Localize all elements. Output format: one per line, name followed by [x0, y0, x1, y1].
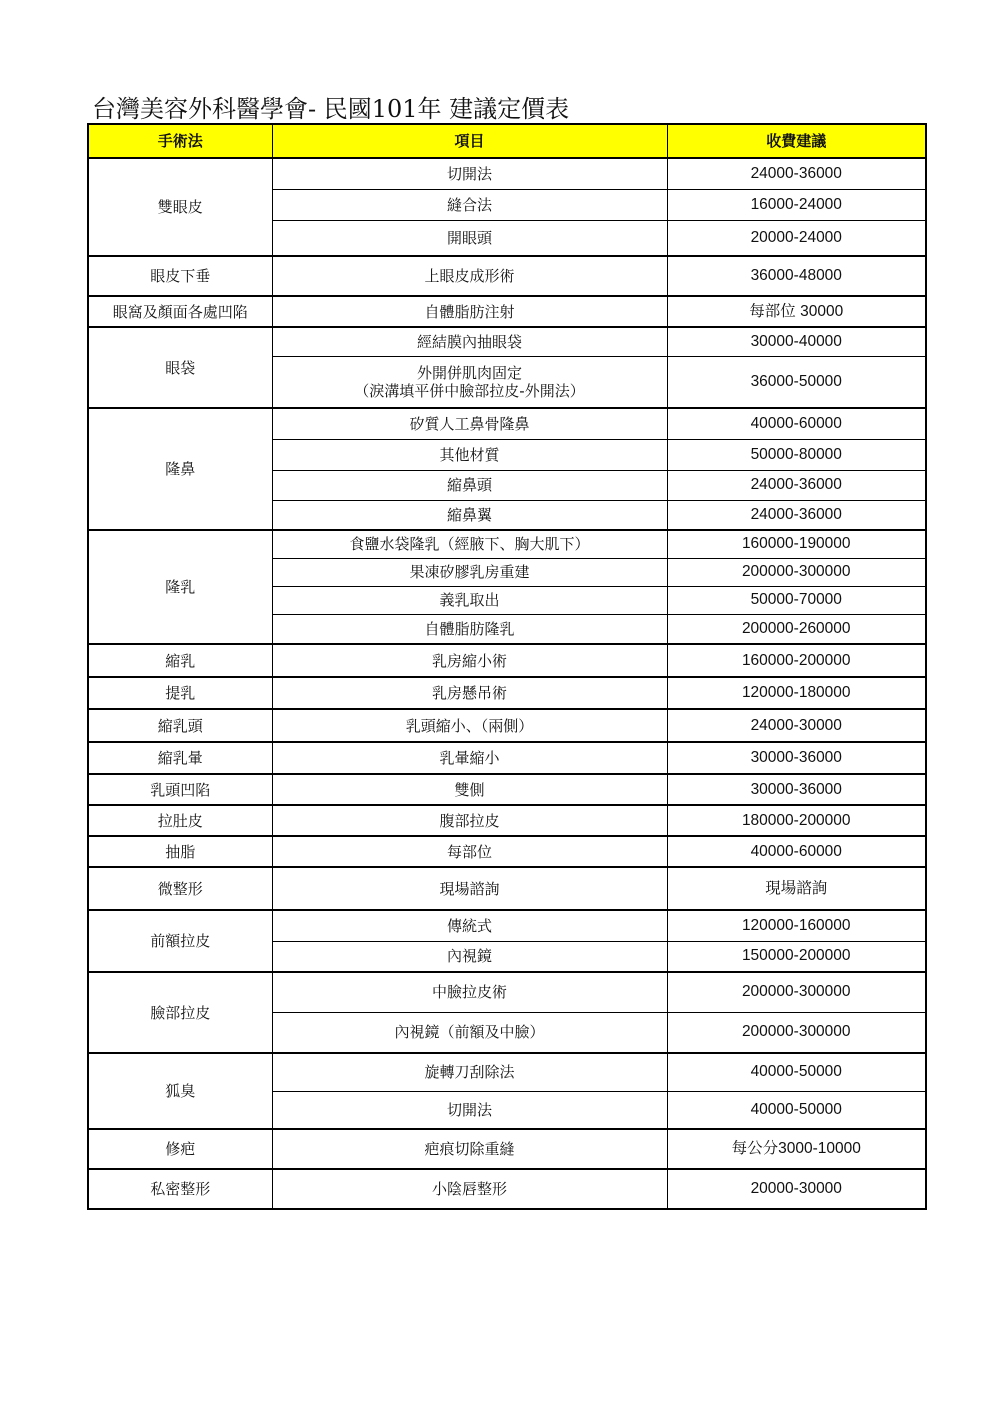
- item-cell: 每部位: [272, 836, 667, 867]
- procedure-cell: 雙眼皮: [88, 158, 272, 256]
- price-cell: 50000-70000: [667, 586, 926, 614]
- price-cell: 20000-30000: [667, 1169, 926, 1209]
- item-cell: 外開併肌肉固定 （淚溝填平併中臉部拉皮-外開法）: [272, 356, 667, 408]
- price-cell: 24000-30000: [667, 709, 926, 742]
- header-row: [88, 124, 926, 158]
- price-cell: 40000-60000: [667, 836, 926, 867]
- item-cell: 中臉拉皮術: [272, 972, 667, 1012]
- table-row: [88, 709, 926, 742]
- item-cell: 縮鼻頭: [272, 470, 667, 500]
- table-row: [88, 530, 926, 558]
- table-row: [88, 327, 926, 356]
- price-cell: 160000-200000: [667, 644, 926, 677]
- item-cell: 食鹽水袋隆乳（經腋下、胸大肌下）: [272, 530, 667, 558]
- price-cell: 30000-40000: [667, 327, 926, 356]
- price-cell: 20000-24000: [667, 220, 926, 256]
- procedure-cell: 微整形: [88, 867, 272, 910]
- price-cell: 120000-180000: [667, 677, 926, 709]
- procedure-cell: 私密整形: [88, 1169, 272, 1209]
- procedure-cell: 拉肚皮: [88, 805, 272, 836]
- item-cell: 切開法: [272, 158, 667, 189]
- price-cell: 24000-36000: [667, 500, 926, 530]
- price-table: [87, 123, 927, 1210]
- item-cell: 縮鼻翼: [272, 500, 667, 530]
- procedure-cell: 乳頭凹陷: [88, 774, 272, 805]
- item-cell: 小陰唇整形: [272, 1169, 667, 1209]
- price-cell: 120000-160000: [667, 910, 926, 941]
- item-cell: 傳統式: [272, 910, 667, 941]
- item-cell: 疤痕切除重縫: [272, 1129, 667, 1169]
- procedure-cell: 修疤: [88, 1129, 272, 1169]
- header-price: 收費建議: [667, 124, 926, 158]
- price-cell: 200000-300000: [667, 1012, 926, 1053]
- item-cell: 經結膜內抽眼袋: [272, 327, 667, 356]
- procedure-cell: 眼窩及顏面各處凹陷: [88, 296, 272, 327]
- table-row: [88, 910, 926, 941]
- procedure-cell: 縮乳頭: [88, 709, 272, 742]
- price-cell: 現場諮詢: [667, 867, 926, 910]
- table-row: [88, 408, 926, 439]
- item-cell: 腹部拉皮: [272, 805, 667, 836]
- price-cell: 40000-50000: [667, 1091, 926, 1129]
- item-cell: 上眼皮成形術: [272, 256, 667, 296]
- procedure-cell: 縮乳: [88, 644, 272, 677]
- table-row: [88, 972, 926, 1012]
- procedure-cell: 隆乳: [88, 530, 272, 644]
- price-cell: 40000-50000: [667, 1053, 926, 1091]
- item-cell: 內視鏡（前額及中臉）: [272, 1012, 667, 1053]
- item-cell: 縫合法: [272, 189, 667, 220]
- price-cell: 200000-260000: [667, 614, 926, 644]
- table-row: [88, 256, 926, 296]
- table-body: [88, 158, 926, 1209]
- price-cell: 16000-24000: [667, 189, 926, 220]
- item-cell: 乳頭縮小、（兩側）: [272, 709, 667, 742]
- procedure-cell: 眼皮下垂: [88, 256, 272, 296]
- header-procedure: 手術法: [88, 124, 272, 158]
- procedure-cell: 提乳: [88, 677, 272, 709]
- procedure-cell: 臉部拉皮: [88, 972, 272, 1053]
- price-cell: 50000-80000: [667, 439, 926, 470]
- table-row: [88, 1169, 926, 1209]
- procedure-cell: 眼袋: [88, 327, 272, 408]
- price-cell: 180000-200000: [667, 805, 926, 836]
- table-row: [88, 1053, 926, 1091]
- price-cell: 150000-200000: [667, 941, 926, 972]
- table-row: [88, 836, 926, 867]
- price-cell: 24000-36000: [667, 470, 926, 500]
- item-cell: 其他材質: [272, 439, 667, 470]
- item-cell: 開眼頭: [272, 220, 667, 256]
- price-cell: 每部位 30000: [667, 296, 926, 327]
- header-item: 項目: [272, 124, 667, 158]
- table-row: [88, 296, 926, 327]
- table-row: [88, 742, 926, 774]
- item-cell: 矽質人工鼻骨隆鼻: [272, 408, 667, 439]
- price-cell: 每公分3000-10000: [667, 1129, 926, 1169]
- table-row: [88, 867, 926, 910]
- table-row: [88, 805, 926, 836]
- price-cell: 200000-300000: [667, 558, 926, 586]
- item-cell: 旋轉刀刮除法: [272, 1053, 667, 1091]
- price-cell: 36000-48000: [667, 256, 926, 296]
- price-cell: 30000-36000: [667, 742, 926, 774]
- price-cell: 30000-36000: [667, 774, 926, 805]
- procedure-cell: 前額拉皮: [88, 910, 272, 972]
- procedure-cell: 抽脂: [88, 836, 272, 867]
- table-row: [88, 158, 926, 189]
- price-cell: 24000-36000: [667, 158, 926, 189]
- item-cell: 乳房縮小術: [272, 644, 667, 677]
- item-cell: 自體脂肪隆乳: [272, 614, 667, 644]
- item-cell: 義乳取出: [272, 586, 667, 614]
- price-cell: 36000-50000: [667, 356, 926, 408]
- item-cell: 乳房懸吊術: [272, 677, 667, 709]
- procedure-cell: 隆鼻: [88, 408, 272, 530]
- item-cell: 果凍矽膠乳房重建: [272, 558, 667, 586]
- item-cell: 自體脂肪注射: [272, 296, 667, 327]
- table-row: [88, 677, 926, 709]
- item-cell: 內視鏡: [272, 941, 667, 972]
- table-row: [88, 774, 926, 805]
- price-cell: 160000-190000: [667, 530, 926, 558]
- item-cell: 雙側: [272, 774, 667, 805]
- item-cell: 切開法: [272, 1091, 667, 1129]
- table-row: [88, 1129, 926, 1169]
- item-cell: 現場諮詢: [272, 867, 667, 910]
- procedure-cell: 縮乳暈: [88, 742, 272, 774]
- page-title: 台灣美容外科醫學會- 民國101年 建議定價表: [92, 95, 570, 123]
- price-cell: 200000-300000: [667, 972, 926, 1012]
- procedure-cell: 狐臭: [88, 1053, 272, 1129]
- price-cell: 40000-60000: [667, 408, 926, 439]
- item-cell: 乳暈縮小: [272, 742, 667, 774]
- table-row: [88, 644, 926, 677]
